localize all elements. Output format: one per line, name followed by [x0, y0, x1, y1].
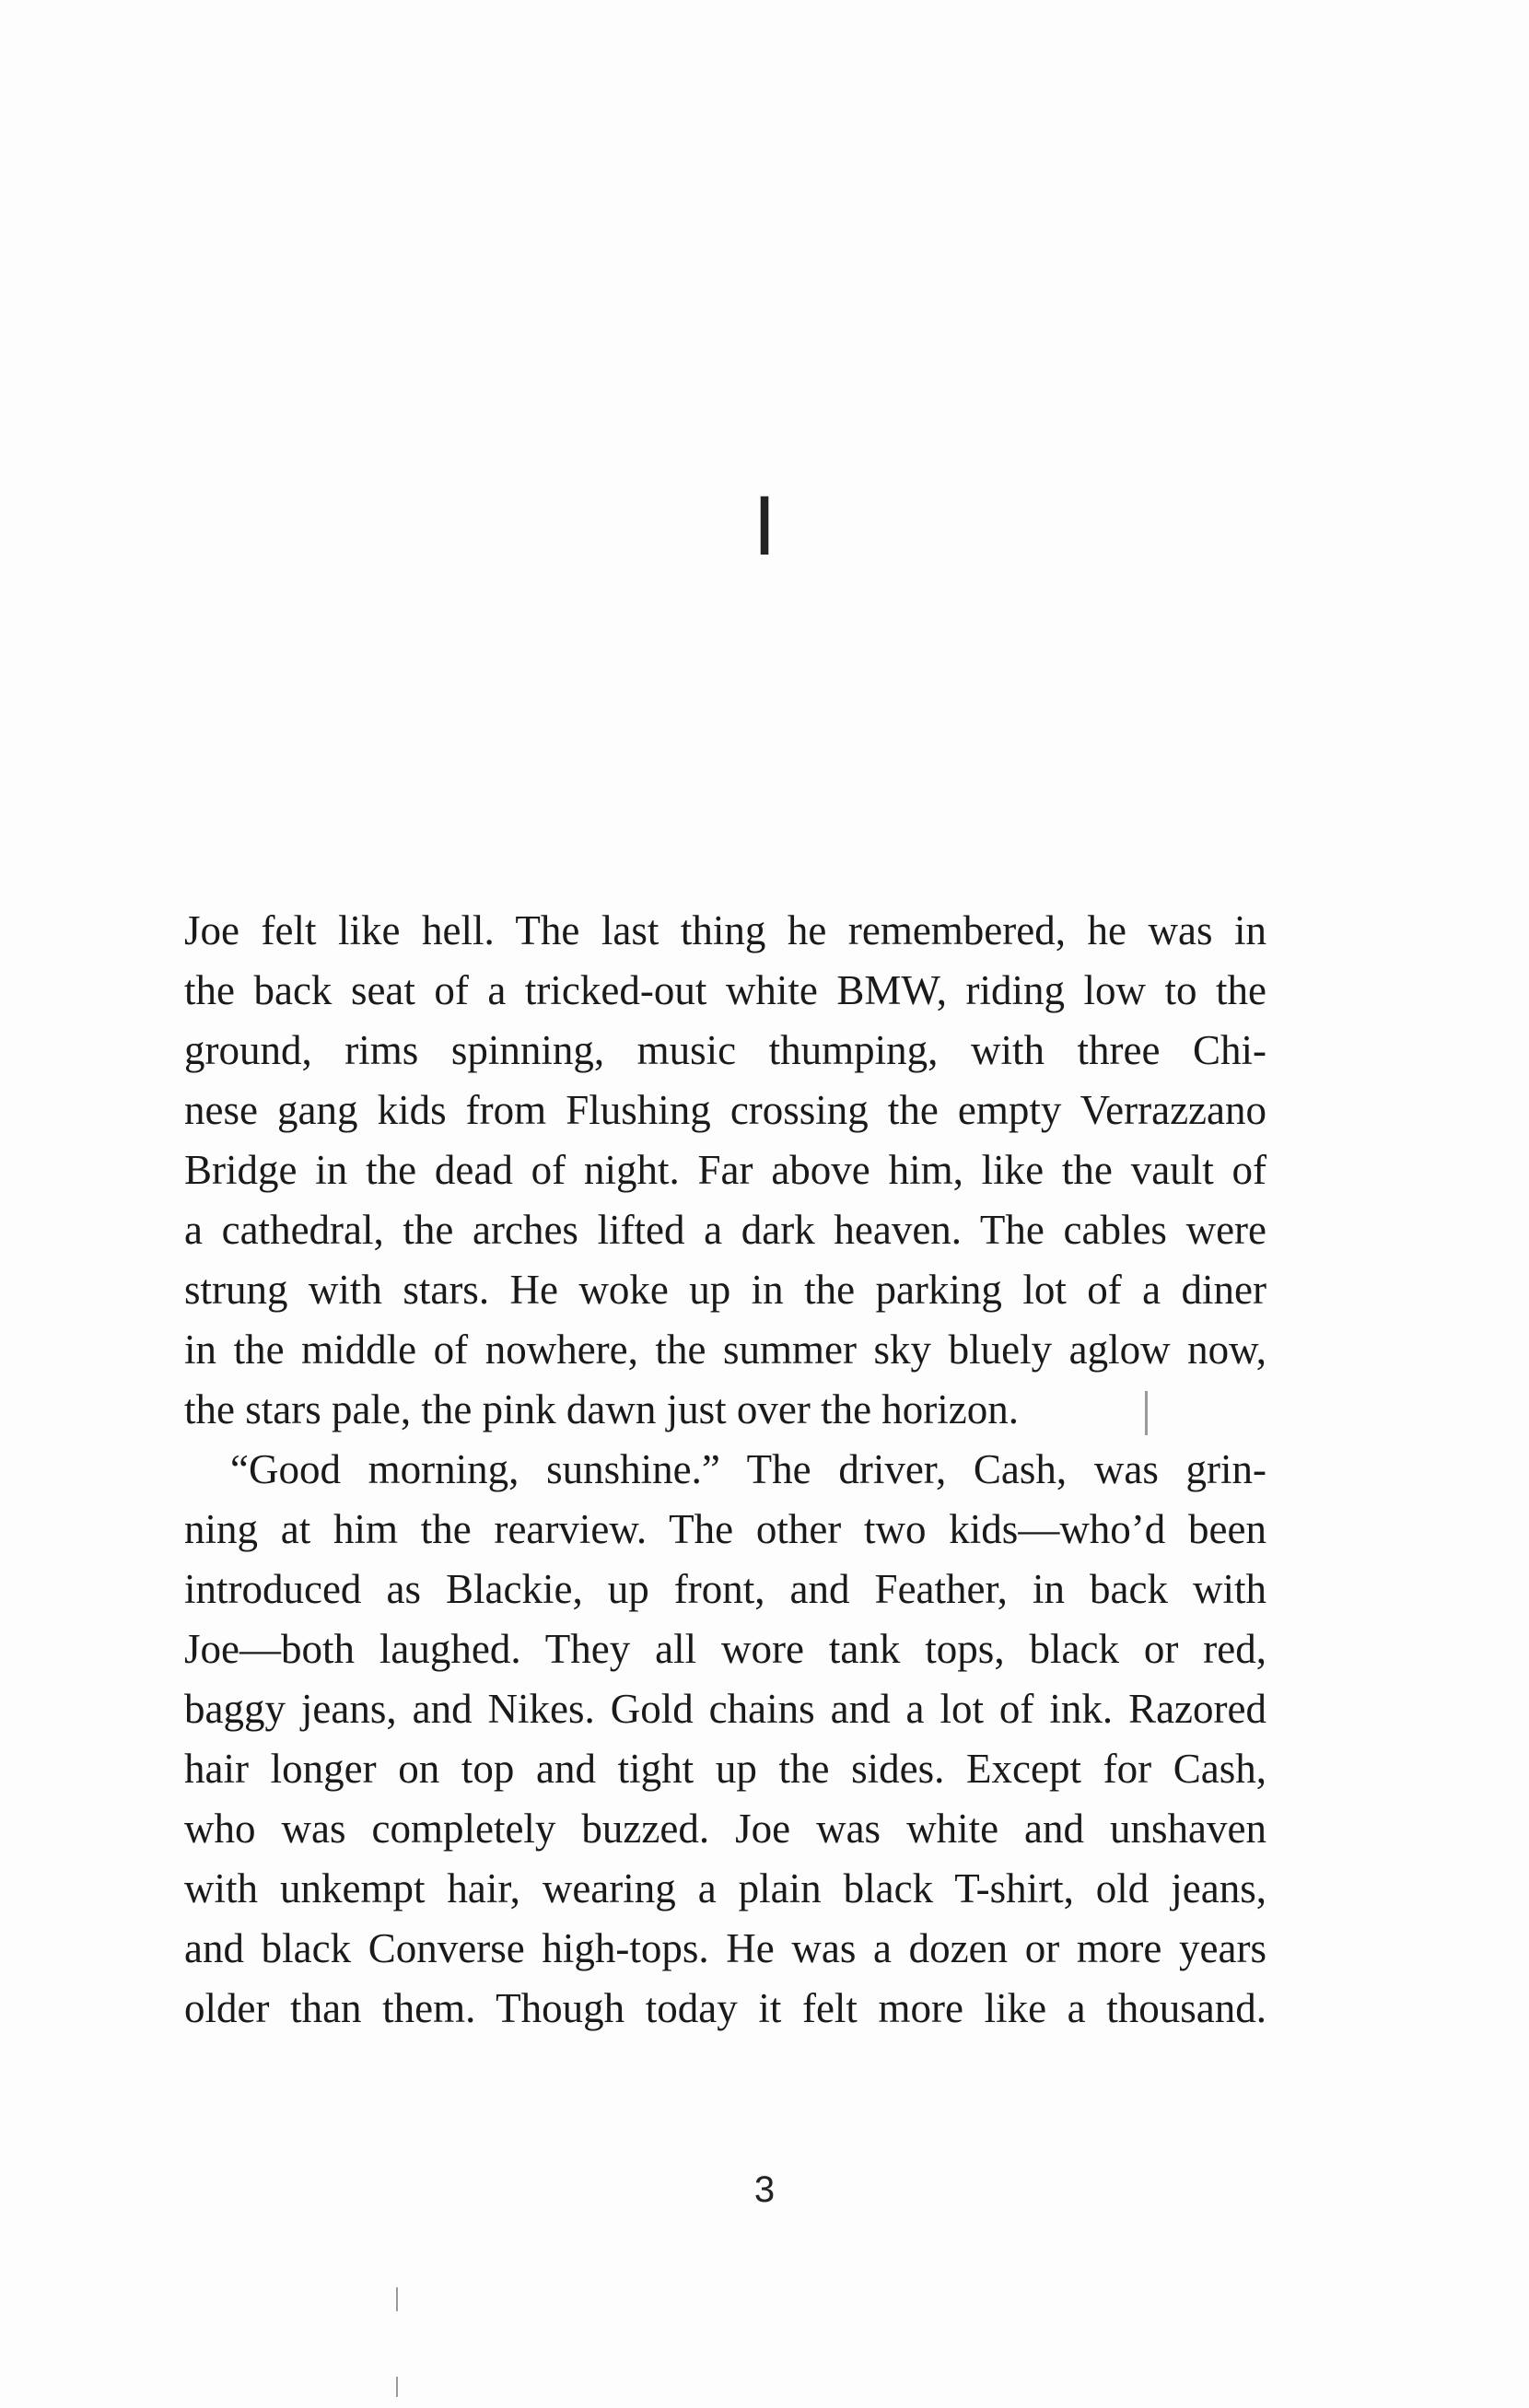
scan-speck: [396, 2287, 398, 2311]
scan-speck: [1145, 1391, 1148, 1435]
text-line: with unkempt hair, wearing a plain black T-shirt, old jeans,: [184, 1865, 1266, 1911]
text-line: nese gang kids from Flushing crossing the empty Verrazzano: [184, 1087, 1266, 1133]
text-line: and black Converse high-tops. He was a dozen or more years: [184, 1925, 1266, 1971]
scan-speck: [396, 2377, 398, 2397]
text-line: who was completely buzzed. Joe was white and unshaven: [184, 1806, 1266, 1852]
text-line: in the middle of nowhere, the summer sky bluely aglow now,: [184, 1327, 1266, 1373]
text-line: baggy jeans, and Nikes. Gold chains and a lot of ink. Razored: [184, 1686, 1266, 1732]
text-line: hair longer on top and tight up the sides. Except for Cash,: [184, 1746, 1266, 1792]
text-line: Joe felt like hell. The last thing he remembered, he was in: [184, 907, 1266, 953]
text-line: “Good morning, sunshine.” The driver, Cash, was grin-: [230, 1446, 1266, 1492]
text-line: the back seat of a tricked-out white BMW, riding low to the: [184, 967, 1266, 1013]
text-line: ground, rims spinning, music thumping, with three Chi-: [184, 1027, 1266, 1073]
chapter-number: I: [753, 479, 776, 573]
text-line: older than them. Though today it felt more like a thousand.: [184, 1985, 1266, 2031]
text-line: the stars pale, the pink dawn just over the horizon.: [184, 1386, 1020, 1432]
text-line: strung with stars. He woke up in the parking lot of a diner: [184, 1267, 1266, 1313]
text-line: Joe—both laughed. They all wore tank tops, black or red,: [184, 1626, 1266, 1672]
text-line: a cathedral, the arches lifted a dark heaven. The cables were: [184, 1207, 1266, 1253]
body-text: [184, 901, 1266, 2039]
text-line: introduced as Blackie, up front, and Feather, in back with: [184, 1566, 1266, 1612]
page-number: 3: [753, 2169, 776, 2210]
text-line: Bridge in the dead of night. Far above him, like the vault of: [184, 1147, 1266, 1193]
text-line: ning at him the rearview. The other two kids—who’d been: [184, 1506, 1266, 1552]
